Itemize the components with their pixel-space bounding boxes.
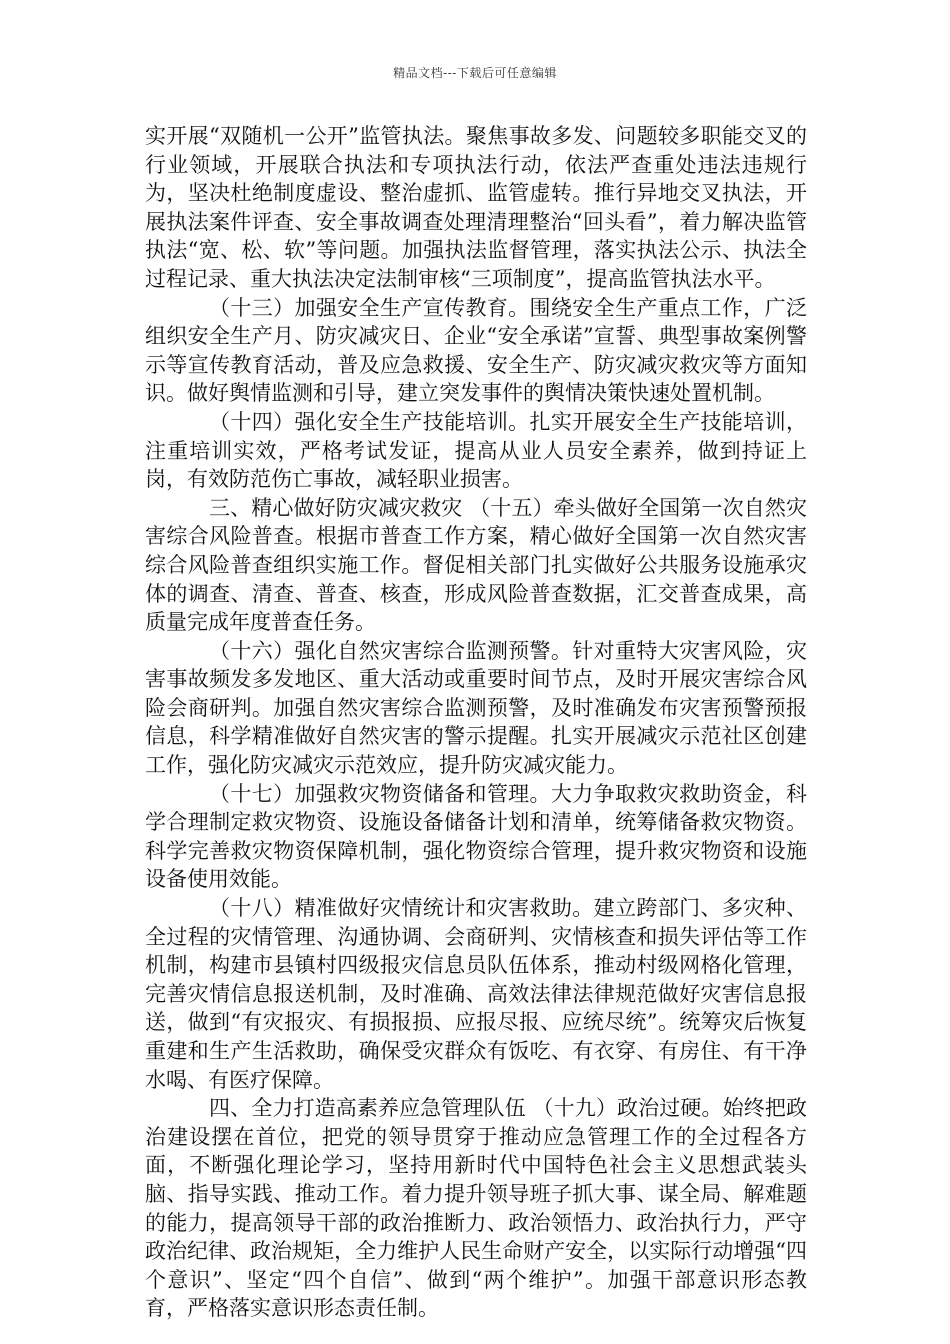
document-body bbox=[145, 122, 807, 1323]
paragraph-13-publicity: （十三）加强安全生产宣传教育。围绕安全生产重点工作，广泛组织安全生产月、防灾减灾日、企业“安全承诺”宣誓、典型事故案例警示等宣传教育活动，普及应急救援、安全生产、防灾减灾救灾等方面知识。做好舆情监测和引导，建立突发事件的舆情决策快速处置机制。 bbox=[145, 295, 807, 406]
paragraph-17-supplies: （十七）加强救灾物资储备和管理。大力争取救灾救助资金，科学合理制定救灾物资、设施设备储备计划和清单，统筹储备救灾物资。科学完善救灾物资保障机制，强化物资综合管理，提升救灾物资和设施设备使用效能。 bbox=[145, 781, 807, 892]
paragraph-16-monitoring: （十六）强化自然灾害综合监测预警。针对重特大灾害风险，灾害事故频发多发地区、重大活动或重要时间节点，及时开展灾害综合风险会商研判。加强自然灾害综合监测预警，及时准确发布灾害预警预报信息，科学精准做好自然灾害的警示提醒。扎实开展减灾示范社区创建工作，强化防灾减灾示范效应，提升防灾减灾能力。 bbox=[145, 638, 807, 778]
paragraph-14-training: （十四）强化安全生产技能培训。扎实开展安全生产技能培训，注重培训实效，严格考试发证，提高从业人员安全素养，做到持证上岗，有效防范伤亡事故，减轻职业损害。 bbox=[145, 409, 807, 492]
paragraph-19-politics: 四、全力打造高素养应急管理队伍 （十九）政治过硬。始终把政治建设摆在首位，把党的领导贯穿于推动应急管理工作的全过程各方面，不断强化理论学习，坚持用新时代中国特色社会主义思想武装头脑、指导实践、推动工作。着力提升领导班子抓大事、谋全局、解难题的能力，提高领导干部的政治推断力、政治领悟力、政治执行力，严守政治纪律、政治规矩，全力维护人民生命财产安全，以实际行动增强“四个意识”、坚定“四个自信”、做到“两个维护”。加强干部意识形态教育，严格落实意识形态责任制。 bbox=[145, 1096, 807, 1321]
paragraph-supervision: 实开展“双随机一公开”监管执法。聚焦事故多发、问题较多职能交叉的行业领域，开展联合执法和专项执法行动，依法严查重处违法违规行为，坚决杜绝制度虚设、整治虚抓、监管虚转。推行异地交叉执法，开展执法案件评查、安全事故调查处理清理整治“回头看”，着力解决监管执法“宽、松、软”等问题。加强执法监督管理，落实执法公示、执法全过程记录、重大执法决定法制审核“三项制度”，提高监管执法水平。 bbox=[145, 124, 807, 291]
paragraph-15-census: 三、精心做好防灾减灾救灾 （十五）牵头做好全国第一次自然灾害综合风险普查。根据市普查工作方案，精心做好全国第一次自然灾害综合风险普查组织实施工作。督促相关部门扎实做好公共服务设施承灾体的调查、清查、普查、核查，形成风险普查数据，汇交普查成果，高质量完成年度普查任务。 bbox=[145, 495, 807, 635]
paragraph-18-statistics: （十八）精准做好灾情统计和灾害救助。建立跨部门、多灾种、全过程的灾情管理、沟通协调、会商研判、灾情核查和损失评估等工作机制，构建市县镇村四级报灾信息员队伍体系，推动村级网格化管理，完善灾情信息报送机制，及时准确、高效法律法律规范做好灾害信息报送，做到“有灾报灾、有损报损、应报尽报、应统尽统”。统筹灾后恢复重建和生产生活救助，确保受灾群众有饭吃、有衣穿、有房住、有干净水喝、有医疗保障。 bbox=[145, 896, 807, 1092]
page-header: 精品文档---下载后可任意编辑 bbox=[393, 66, 557, 80]
